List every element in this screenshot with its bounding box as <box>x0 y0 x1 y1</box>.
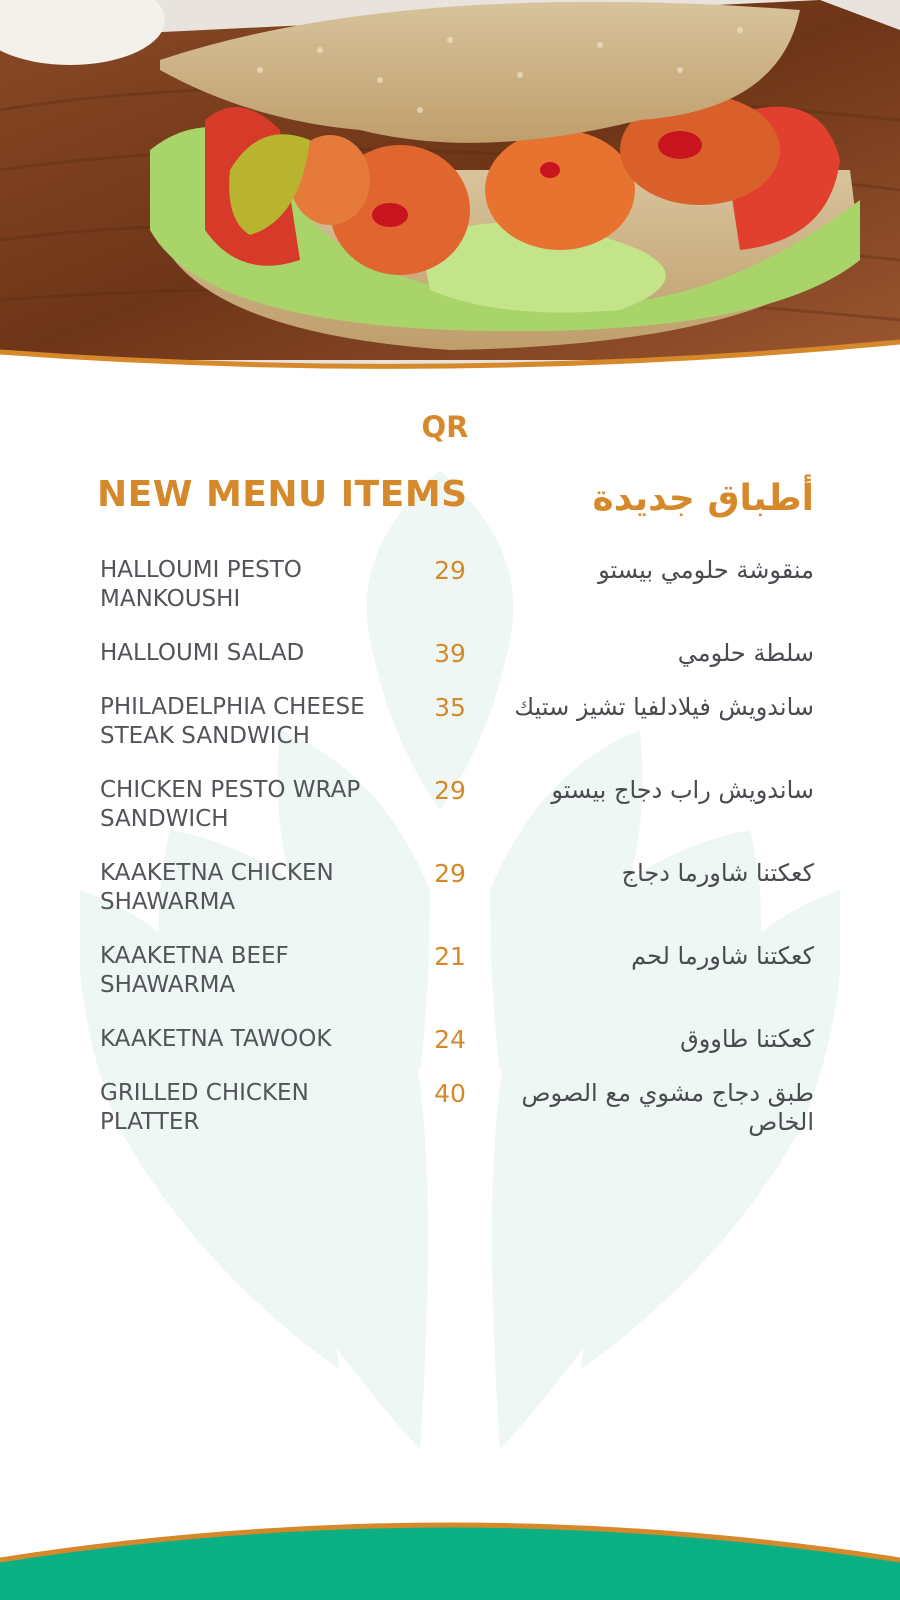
item-name-ar: كعكتنا شاورما لحم <box>631 942 814 970</box>
item-name-ar: منقوشة حلومي بيستو <box>598 556 814 584</box>
item-name-ar: كعكتنا شاورما دجاج <box>621 859 814 887</box>
item-price: 21 <box>434 942 466 971</box>
item-name-en: KAAKETNA TAWOOK <box>100 1026 332 1052</box>
item-name-en: KAAKETNA CHICKEN SHAWARMA <box>100 860 334 915</box>
item-price: 29 <box>434 776 466 805</box>
item-name-en: CHICKEN PESTO WRAP SANDWICH <box>100 777 361 832</box>
item-price: 39 <box>434 639 466 668</box>
footer-wave <box>0 1500 900 1600</box>
item-name-en: HALLOUMI SALAD <box>100 640 305 666</box>
item-price: 24 <box>434 1025 466 1054</box>
item-price: 35 <box>434 693 466 722</box>
item-price: 29 <box>434 859 466 888</box>
item-name-ar: سلطة حلومي <box>677 639 814 667</box>
menu-title-ar: أطباق جديدة <box>592 478 814 519</box>
menu-title-en: NEW MENU ITEMS <box>97 474 468 515</box>
currency-label: QR <box>421 410 469 444</box>
item-name-en: PHILADELPHIA CHEESE STEAK SANDWICH <box>100 694 365 749</box>
item-name-en: GRILLED CHICKEN PLATTER <box>100 1080 309 1135</box>
item-name-ar: ساندويش راب دجاج بيستو <box>551 776 814 804</box>
item-name-ar: كعكتنا طاووق <box>680 1025 814 1053</box>
item-name-en: HALLOUMI PESTO MANKOUSHI <box>100 557 302 612</box>
item-name-en: KAAKETNA BEEF SHAWARMA <box>100 943 289 998</box>
item-name-ar: ساندويش فيلادلفيا تشيز ستيك <box>514 693 814 721</box>
hero-food-photo <box>0 0 900 380</box>
item-price: 29 <box>434 556 466 585</box>
item-price: 40 <box>434 1079 466 1108</box>
item-name-ar: طبق دجاج مشوي مع الصوص الخاص <box>521 1079 814 1136</box>
